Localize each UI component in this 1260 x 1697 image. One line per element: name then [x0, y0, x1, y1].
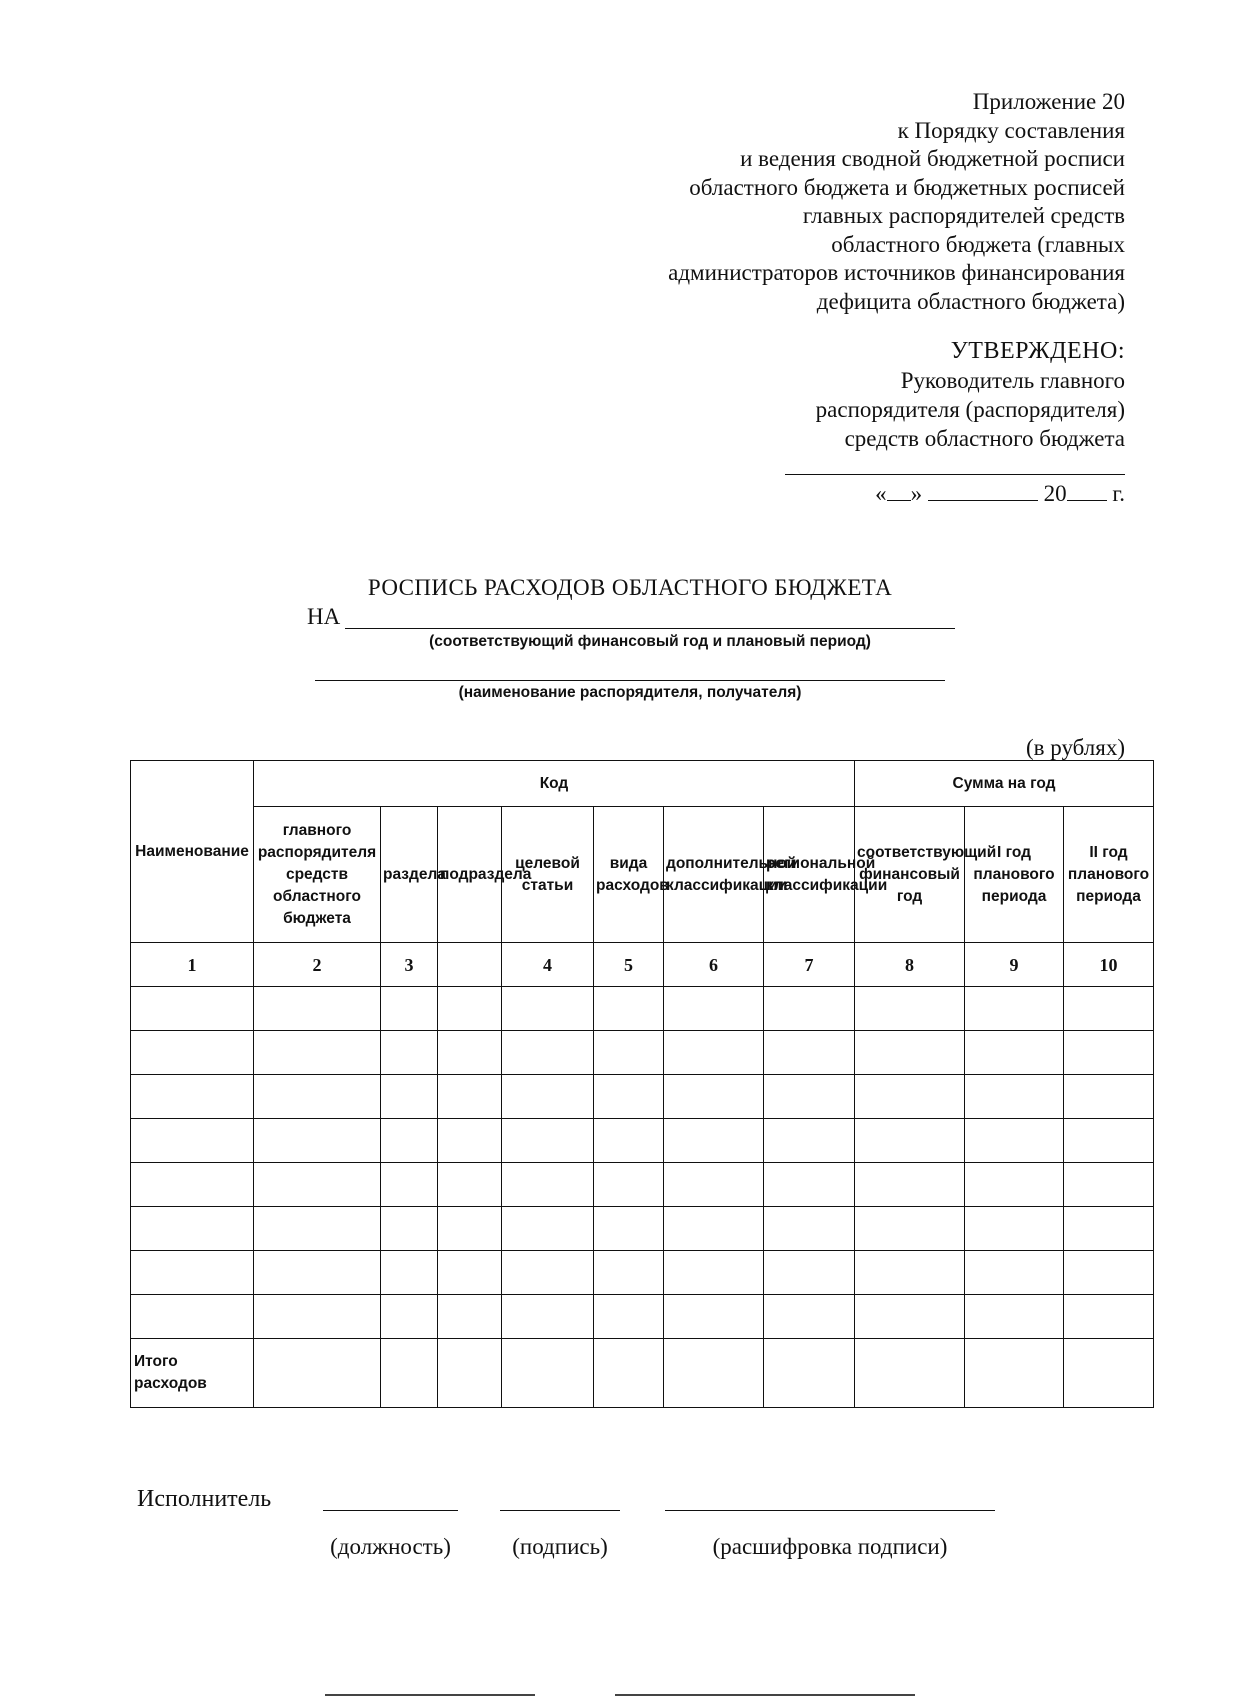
table-cell[interactable]	[594, 1251, 664, 1295]
period-blank-line[interactable]	[345, 628, 955, 629]
column-number: 8	[855, 943, 965, 987]
table-cell[interactable]	[1064, 1251, 1154, 1295]
table-cell[interactable]	[438, 1207, 502, 1251]
approval-heading: УТВЕРЖДЕНО:	[950, 338, 1125, 364]
column-number: 9	[965, 943, 1064, 987]
document-title: РОСПИСЬ РАСХОДОВ ОБЛАСТНОГО БЮДЖЕТА	[367, 575, 893, 600]
table-cell[interactable]	[131, 987, 254, 1031]
signature-decode-line[interactable]	[665, 1510, 995, 1511]
table-cell[interactable]	[855, 987, 965, 1031]
table-cell[interactable]	[1064, 1339, 1154, 1408]
table-cell[interactable]	[764, 1339, 855, 1408]
table-cell[interactable]	[381, 987, 438, 1031]
table-cell[interactable]	[438, 1075, 502, 1119]
appendix-line: главных распорядителей средств	[802, 203, 1125, 228]
table-cell[interactable]	[855, 1075, 965, 1119]
table-cell[interactable]	[438, 1163, 502, 1207]
table-cell[interactable]	[1064, 1207, 1154, 1251]
data-rows	[131, 987, 1154, 1339]
table-cell[interactable]	[594, 1075, 664, 1119]
table-cell[interactable]	[502, 1339, 594, 1408]
table-cell[interactable]	[438, 1295, 502, 1339]
table-cell[interactable]	[855, 1119, 965, 1163]
appendix-line: и ведения сводной бюджетной росписи	[740, 146, 1125, 171]
table-cell[interactable]	[254, 1075, 381, 1119]
table-cell[interactable]	[764, 1075, 855, 1119]
table-cell[interactable]	[254, 1119, 381, 1163]
appendix-line: администраторов источников финансирования	[668, 260, 1125, 285]
column-header-section: раздела	[381, 807, 438, 943]
table-cell[interactable]	[764, 1119, 855, 1163]
table-cell[interactable]	[381, 1295, 438, 1339]
table-cell[interactable]	[855, 1031, 965, 1075]
table-cell[interactable]	[1064, 1163, 1154, 1207]
table-cell[interactable]	[502, 1163, 594, 1207]
header-row-groups	[131, 761, 1154, 807]
appendix-line: к Порядку составления	[897, 117, 1125, 143]
table-cell[interactable]	[254, 1295, 381, 1339]
table-cell[interactable]	[502, 1251, 594, 1295]
appendix-line: областного бюджета и бюджетных росписей	[689, 174, 1125, 200]
table-cell[interactable]	[381, 1075, 438, 1119]
table-cell[interactable]	[664, 1119, 764, 1163]
table-cell[interactable]	[764, 1207, 855, 1251]
table-cell[interactable]	[965, 987, 1064, 1031]
appendix-line: областного бюджета (главных	[831, 231, 1125, 257]
table-row	[131, 1119, 1154, 1163]
column-number: 3	[381, 943, 438, 987]
table-cell[interactable]	[965, 1295, 1064, 1339]
approval-date	[875, 480, 1125, 507]
table-cell[interactable]	[1064, 1031, 1154, 1075]
table-cell[interactable]	[664, 1075, 764, 1119]
table-cell[interactable]	[1064, 1295, 1154, 1339]
approval-line: Руководитель главного	[900, 368, 1125, 393]
total-row	[131, 1339, 1154, 1408]
table-cell[interactable]	[764, 987, 855, 1031]
recipient-caption: (наименование распорядителя, получателя)	[458, 684, 802, 701]
column-header-plan-year-1: I год планового периода	[965, 807, 1064, 943]
table-cell[interactable]	[664, 1163, 764, 1207]
table-cell[interactable]	[1064, 1075, 1154, 1119]
table-cell[interactable]	[965, 1207, 1064, 1251]
table-cell[interactable]	[855, 1251, 965, 1295]
scan-edge-line	[615, 1694, 915, 1696]
table-cell[interactable]	[254, 1339, 381, 1408]
table-cell[interactable]	[764, 1163, 855, 1207]
signature-decode-caption: (расшифровка подписи)	[712, 1534, 948, 1559]
code-group-header: Код	[254, 761, 855, 807]
year-suffix: г.	[1112, 481, 1125, 506]
column-number: 7	[764, 943, 855, 987]
table-cell[interactable]	[502, 1295, 594, 1339]
table-cell[interactable]	[381, 1207, 438, 1251]
table-row	[131, 1251, 1154, 1295]
table-cell[interactable]	[594, 987, 664, 1031]
table-cell[interactable]	[594, 1339, 664, 1408]
table-cell[interactable]	[131, 1119, 254, 1163]
table-cell[interactable]	[438, 1339, 502, 1408]
table-cell[interactable]	[131, 1207, 254, 1251]
table-row	[131, 1295, 1154, 1339]
column-header-plan-year-2: II год планового периода	[1064, 807, 1154, 943]
column-header-regional-classification: региональной классификации	[764, 807, 855, 943]
budget-table	[130, 760, 1154, 1408]
table-cell[interactable]	[855, 1339, 965, 1408]
table-cell[interactable]	[254, 1251, 381, 1295]
recipient-blank-line[interactable]	[315, 680, 945, 681]
table-cell[interactable]	[131, 1075, 254, 1119]
date-close-quote: »	[910, 481, 923, 506]
approval-line: средств областного бюджета	[844, 426, 1125, 451]
units-label: (в рублях)	[1025, 735, 1125, 760]
table-cell[interactable]	[855, 1295, 965, 1339]
column-number	[438, 943, 502, 987]
total-label: Итого расходов	[131, 1339, 254, 1408]
table-cell[interactable]	[254, 1163, 381, 1207]
table-cell[interactable]	[131, 1295, 254, 1339]
table-cell[interactable]	[1064, 1119, 1154, 1163]
table-cell[interactable]	[594, 1119, 664, 1163]
table-row	[131, 1163, 1154, 1207]
column-number: 10	[1064, 943, 1154, 987]
table-cell[interactable]	[381, 1339, 438, 1408]
header-row-columns	[131, 807, 1154, 943]
table-row	[131, 1075, 1154, 1119]
executor-label: Исполнитель	[137, 1486, 272, 1512]
table-cell[interactable]	[502, 1119, 594, 1163]
column-header-chief-manager: главного распорядителя средств областного бюджета	[254, 807, 381, 943]
table-cell[interactable]	[664, 1251, 764, 1295]
table-cell[interactable]	[438, 1119, 502, 1163]
scan-edge-line	[325, 1694, 535, 1696]
table-cell[interactable]	[131, 1031, 254, 1075]
appendix-header	[668, 88, 1125, 316]
table-cell[interactable]	[965, 1251, 1064, 1295]
day-blank[interactable]	[887, 480, 911, 501]
table-cell[interactable]	[965, 1031, 1064, 1075]
table-row	[131, 1207, 1154, 1251]
column-header-current-year: соответствующий финансовый год	[855, 807, 965, 943]
table-cell[interactable]	[965, 1119, 1064, 1163]
table-cell[interactable]	[502, 1075, 594, 1119]
date-open-quote: «	[875, 481, 887, 506]
period-caption: (соответствующий финансовый год и плановый период)	[429, 633, 871, 650]
signature-caption: (подпись)	[512, 1534, 608, 1559]
approval-block	[816, 337, 1125, 453]
table-cell[interactable]	[381, 1163, 438, 1207]
column-header-target-item: целевой статьи	[502, 807, 594, 943]
column-header-subsection: подраздела	[438, 807, 502, 943]
column-number-row	[131, 943, 1154, 987]
table-cell[interactable]	[594, 1163, 664, 1207]
table-cell[interactable]	[764, 1031, 855, 1075]
signature-line[interactable]	[500, 1510, 620, 1511]
approval-line: распорядителя (распорядителя)	[815, 397, 1125, 422]
table-cell[interactable]	[664, 1295, 764, 1339]
column-number: 1	[131, 943, 254, 987]
table-cell[interactable]	[438, 987, 502, 1031]
table-cell[interactable]	[254, 1031, 381, 1075]
table-cell[interactable]	[254, 1207, 381, 1251]
position-caption: (должность)	[330, 1534, 451, 1559]
table-cell[interactable]	[381, 1251, 438, 1295]
table-row	[131, 1031, 1154, 1075]
table-cell[interactable]	[438, 1251, 502, 1295]
table-cell[interactable]	[965, 1075, 1064, 1119]
position-line[interactable]	[323, 1510, 458, 1511]
column-number: 5	[594, 943, 664, 987]
table-cell[interactable]	[664, 1339, 764, 1408]
column-header-name: Наименование	[131, 761, 254, 943]
column-number: 4	[502, 943, 594, 987]
table-cell[interactable]	[502, 1031, 594, 1075]
table-cell[interactable]	[502, 1207, 594, 1251]
column-header-additional-classification: дополнительной классификации	[664, 807, 764, 943]
table-cell[interactable]	[438, 1031, 502, 1075]
table-cell[interactable]	[502, 987, 594, 1031]
table-cell[interactable]	[764, 1251, 855, 1295]
period-prefix: НА	[307, 604, 341, 629]
table-cell[interactable]	[855, 1207, 965, 1251]
table-cell[interactable]	[594, 1295, 664, 1339]
sum-group-header: Сумма на год	[855, 761, 1154, 807]
column-number: 2	[254, 943, 381, 987]
table-cell[interactable]	[664, 987, 764, 1031]
table-cell[interactable]	[764, 1295, 855, 1339]
table-cell[interactable]	[965, 1163, 1064, 1207]
table-cell[interactable]	[965, 1339, 1064, 1408]
column-header-expense-type: вида расходов	[594, 807, 664, 943]
appendix-line: Приложение 20	[972, 89, 1125, 114]
table-cell[interactable]	[254, 987, 381, 1031]
table-cell[interactable]	[1064, 987, 1154, 1031]
table-cell[interactable]	[664, 1207, 764, 1251]
approver-signature-line[interactable]	[785, 474, 1125, 475]
table-cell[interactable]	[381, 1031, 438, 1075]
table-row	[131, 987, 1154, 1031]
month-blank[interactable]	[928, 480, 1038, 501]
table-cell[interactable]	[594, 1031, 664, 1075]
table-cell[interactable]	[131, 1251, 254, 1295]
appendix-line: дефицита областного бюджета)	[816, 288, 1125, 314]
year-blank[interactable]	[1067, 480, 1107, 501]
table-cell[interactable]	[131, 1163, 254, 1207]
table-cell[interactable]	[664, 1031, 764, 1075]
table-cell[interactable]	[594, 1207, 664, 1251]
column-number: 6	[664, 943, 764, 987]
table-cell[interactable]	[381, 1119, 438, 1163]
year-prefix: 20	[1043, 481, 1067, 506]
table-cell[interactable]	[855, 1163, 965, 1207]
